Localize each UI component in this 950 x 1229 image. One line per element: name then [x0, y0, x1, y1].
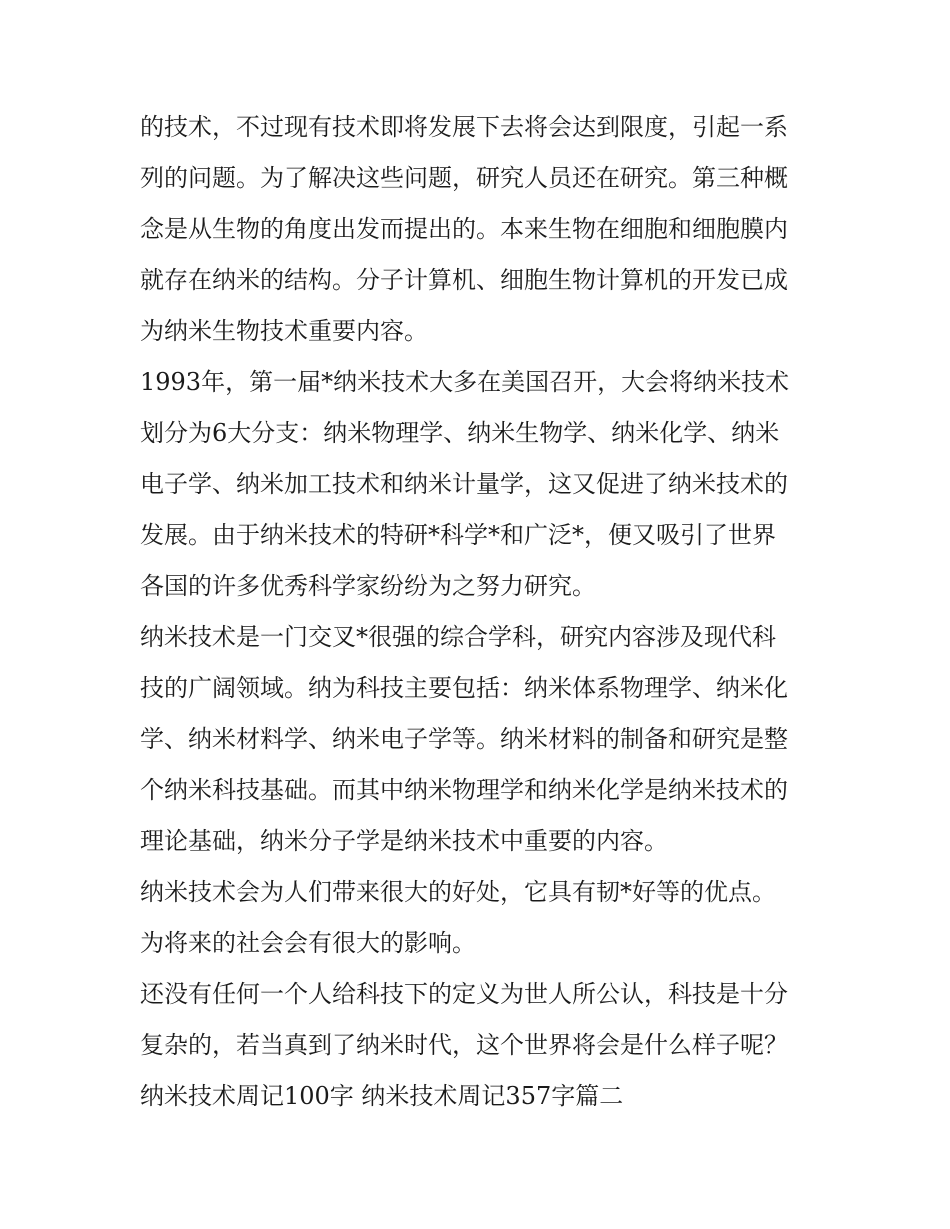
text-line: 1993年，第一届*纳米技术大多在美国召开，大会将纳米技术 [140, 368, 790, 396]
text-line: 纳米技术是一门交叉*很强的综合学科，研究内容涉及现代科 [140, 623, 776, 651]
text-line: 个纳米科技基础。而其中纳米物理学和纳米化学是纳米技术的 [140, 776, 788, 804]
text-line: 纳米技术周记100字 纳米技术周记357字篇二 [140, 1082, 624, 1110]
text-line: 就存在纳米的结构。分子计算机、细胞生物计算机的开发已成 [140, 266, 788, 294]
text-line: 还没有任何一个人给科技下的定义为世人所公认，科技是十分 [140, 980, 788, 1008]
text-line: 发展。由于纳米技术的特研*科学*和广泛*，便又吸引了世界 [140, 521, 776, 549]
text-line: 技的广阔领域。纳为科技主要包括：纳米体系物理学、纳米化 [140, 674, 788, 702]
text-line: 纳米技术会为人们带来很大的好处，它具有韧*好等的优点。 [140, 878, 776, 906]
text-line: 的技术，不过现有技术即将发展下去将会达到限度，引起一系 [140, 113, 788, 141]
text-line: 各国的许多优秀科学家纷纷为之努力研究。 [140, 572, 596, 600]
text-line: 念是从生物的角度出发而提出的。本来生物在细胞和细胞膜内 [140, 215, 788, 243]
text-line: 为将来的社会会有很大的影响。 [140, 929, 476, 957]
text-line: 理论基础，纳米分子学是纳米技术中重要的内容。 [140, 827, 668, 855]
text-line: 划分为6大分支：纳米物理学、纳米生物学、纳米化学、纳米 [140, 419, 780, 447]
text-line: 为纳米生物技术重要内容。 [140, 317, 428, 345]
text-line: 列的问题。为了解决这些问题，研究人员还在研究。第三种概 [140, 164, 788, 192]
document-page [140, 102, 820, 1122]
text-line: 复杂的，若当真到了纳米时代，这个世界将会是什么样子呢？ [140, 1031, 788, 1059]
text-line: 电子学、纳米加工技术和纳米计量学，这又促进了纳米技术的 [140, 470, 788, 498]
text-line: 学、纳米材料学、纳米电子学等。纳米材料的制备和研究是整 [140, 725, 788, 753]
